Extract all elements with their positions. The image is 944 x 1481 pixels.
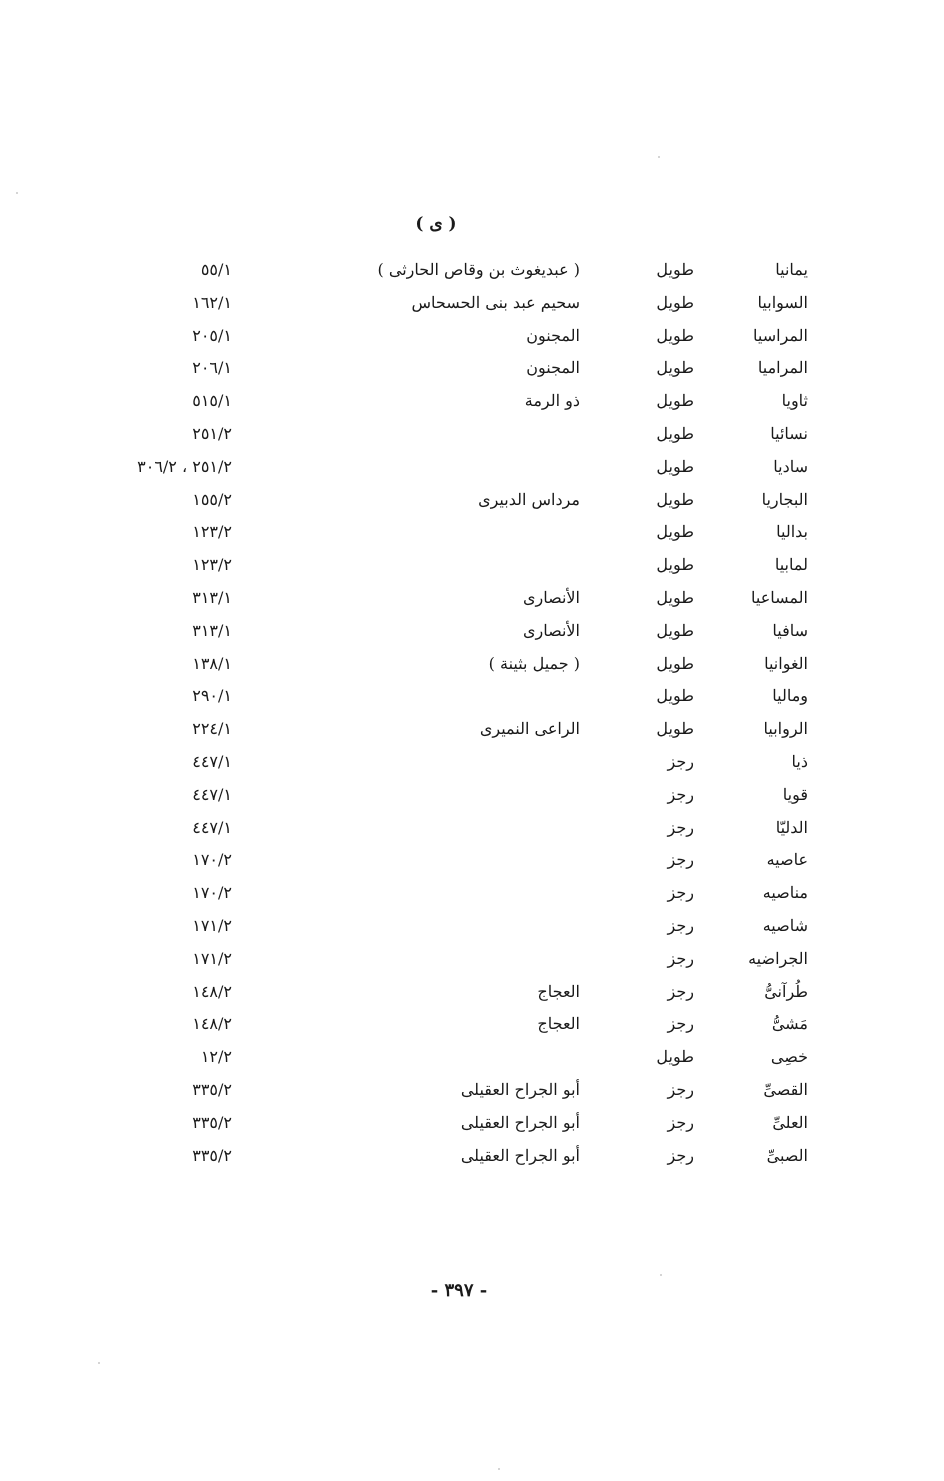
meter-name: رجز [667, 784, 694, 804]
table-row [0, 1008, 944, 1041]
rhyme-index-table [0, 254, 944, 1172]
scan-speck [16, 192, 18, 194]
rhyme-word: وماليا [772, 686, 808, 706]
meter-name: طويل [656, 325, 694, 345]
meter-name: طويل [656, 423, 694, 443]
poet-name: ذو الرمة [524, 391, 580, 411]
meter-name: رجز [667, 1112, 694, 1132]
table-row [0, 877, 944, 910]
rhyme-word: الغوانيا [764, 653, 808, 673]
table-row [0, 287, 944, 320]
volume-page-ref: ٥١٥/١ [192, 391, 232, 411]
rhyme-word: العلىِّ [772, 1112, 808, 1132]
rhyme-word: خصِى [770, 1047, 808, 1067]
poet-name: الأنصارى [522, 587, 580, 607]
rhyme-word: سافيا [772, 620, 808, 640]
rhyme-word: ساديا [773, 456, 808, 476]
table-row [0, 1107, 944, 1140]
rhyme-word: مناصيه [762, 883, 808, 903]
meter-name: طويل [656, 391, 694, 411]
poet-name: أبو الجراح العقيلى [460, 1145, 580, 1165]
table-row [0, 812, 944, 845]
table-row [0, 254, 944, 287]
rhyme-word: القصىِّ [763, 1079, 808, 1099]
rhyme-word: ثاويا [781, 391, 808, 411]
poet-name: العجاج [537, 1014, 580, 1034]
volume-page-ref: ٤٤٧/١ [192, 817, 232, 837]
rhyme-word: يمانيا [775, 260, 808, 279]
volume-page-ref: ٣٣٥/٢ [192, 1079, 232, 1099]
volume-page-ref: ٢٢٤/١ [192, 719, 232, 739]
table-row [0, 1140, 944, 1173]
meter-name: رجز [667, 850, 694, 870]
rhyme-word: طُرآنىُّ [764, 981, 808, 1001]
scan-speck [98, 1362, 100, 1364]
poet-name: أبو الجراح العقيلى [460, 1079, 580, 1099]
rhyme-word: عاصيه [766, 850, 808, 870]
page-number: - ٣٩٧ - [430, 1280, 488, 1301]
poet-name: سحيم عبد بنى الحسحاس [411, 292, 580, 312]
table-row [0, 976, 944, 1009]
table-row [0, 451, 944, 484]
rhyme-word: البجاريا [761, 489, 808, 509]
rhyme-word: قويا [782, 784, 808, 804]
poet-name: أبو الجراح العقيلى [460, 1112, 580, 1132]
meter-name: رجز [667, 1079, 694, 1099]
meter-name: رجز [667, 883, 694, 903]
table-row [0, 1074, 944, 1107]
volume-page-ref: ١٣٨/١ [192, 653, 232, 673]
rhyme-word: مَشىُّ [771, 1014, 808, 1034]
table-row [0, 779, 944, 812]
scan-speck [498, 1468, 500, 1470]
rhyme-word: الجراضيه [748, 948, 808, 968]
volume-page-ref: ٢٩٠/١ [192, 686, 232, 706]
volume-page-ref: ٢٥١/٢ [192, 423, 232, 443]
meter-name: رجز [667, 981, 694, 1001]
volume-page-ref: ١٢٣/٢ [192, 522, 232, 542]
meter-name: طويل [656, 1047, 694, 1067]
rhyme-word: ذيا [791, 751, 808, 771]
volume-page-ref: ٤٤٧/١ [192, 784, 232, 804]
meter-name: طويل [656, 292, 694, 312]
meter-name: طويل [656, 686, 694, 706]
volume-page-ref: ٣٣٥/٢ [192, 1145, 232, 1165]
volume-page-ref: ٢٠٦/١ [192, 358, 232, 378]
volume-page-ref: ١٧١/٢ [192, 915, 232, 935]
volume-page-ref: ١٢/٢ [200, 1047, 232, 1067]
table-row [0, 484, 944, 517]
meter-name: طويل [656, 456, 694, 476]
rhyme-word: السوابيا [757, 292, 808, 312]
meter-name: رجز [667, 751, 694, 771]
rhyme-word: المساعيا [751, 587, 808, 607]
rhyme-word: المراميا [757, 358, 808, 378]
volume-page-ref: ٣٣٥/٢ [192, 1112, 232, 1132]
scan-speck [660, 1274, 662, 1276]
meter-name: طويل [656, 555, 694, 575]
table-row [0, 713, 944, 746]
meter-name: رجز [667, 915, 694, 935]
meter-name: رجز [667, 948, 694, 968]
volume-page-ref: ٢٠٥/١ [192, 325, 232, 345]
table-row [0, 615, 944, 648]
rhyme-word: الصبىِّ [766, 1145, 808, 1165]
volume-page-ref: ١٧١/٢ [192, 948, 232, 968]
volume-page-ref: ٣١٣/١ [192, 620, 232, 640]
table-row [0, 648, 944, 681]
section-heading: ( ى ) [415, 214, 457, 234]
table-row [0, 910, 944, 943]
poet-name: الأنصارى [522, 620, 580, 640]
rhyme-word: شاصيه [762, 915, 808, 935]
meter-name: طويل [656, 653, 694, 673]
volume-page-ref: ١٥٥/٢ [192, 489, 232, 509]
table-row [0, 746, 944, 779]
meter-name: رجز [667, 1145, 694, 1165]
rhyme-word: المراسيا [753, 325, 808, 345]
poet-name: العجاج [537, 981, 580, 1001]
volume-page-ref: ٢٥١/٢ ، ٣٠٦/٢ [137, 456, 232, 476]
table-row [0, 680, 944, 713]
meter-name: طويل [656, 489, 694, 509]
table-row [0, 844, 944, 877]
volume-page-ref: ١٦٢/١ [192, 292, 232, 312]
rhyme-word: بداليا [776, 522, 808, 542]
poet-name: المجنون [526, 358, 580, 378]
meter-name: طويل [656, 620, 694, 640]
table-row [0, 582, 944, 615]
volume-page-ref: ١٤٨/٢ [192, 1014, 232, 1034]
rhyme-word: نسائيا [770, 423, 808, 443]
meter-name: رجز [667, 1014, 694, 1034]
meter-name: طويل [656, 358, 694, 378]
volume-page-ref: ١٧٠/٢ [192, 883, 232, 903]
meter-name: طويل [656, 719, 694, 739]
meter-name: طويل [656, 260, 694, 279]
table-row [0, 418, 944, 451]
table-row [0, 320, 944, 353]
poet-name: المجنون [526, 325, 580, 345]
table-row [0, 1041, 944, 1074]
volume-page-ref: ٣١٣/١ [192, 587, 232, 607]
volume-page-ref: ١٧٠/٢ [192, 850, 232, 870]
table-row [0, 385, 944, 418]
scan-speck [658, 156, 660, 158]
table-row [0, 352, 944, 385]
rhyme-word: لمابيا [774, 555, 808, 575]
meter-name: رجز [667, 817, 694, 837]
meter-name: طويل [656, 587, 694, 607]
volume-page-ref: ٥٥/١ [200, 260, 232, 279]
table-row [0, 943, 944, 976]
table-row [0, 516, 944, 549]
poet-name: مرداس الدبيرى [478, 489, 580, 509]
volume-page-ref: ٤٤٧/١ [192, 751, 232, 771]
meter-name: طويل [656, 522, 694, 542]
volume-page-ref: ١٢٣/٢ [192, 555, 232, 575]
poet-name: ( عبديغوث بن وقاص الحارثى ) [377, 260, 580, 279]
poet-name: ( جميل بثينة ) [488, 653, 580, 673]
volume-page-ref: ١٤٨/٢ [192, 981, 232, 1001]
poet-name: الراعى النميرى [479, 719, 580, 739]
rhyme-word: الروابيا [763, 719, 808, 739]
table-row [0, 549, 944, 582]
rhyme-word: الدليّا [775, 817, 808, 837]
